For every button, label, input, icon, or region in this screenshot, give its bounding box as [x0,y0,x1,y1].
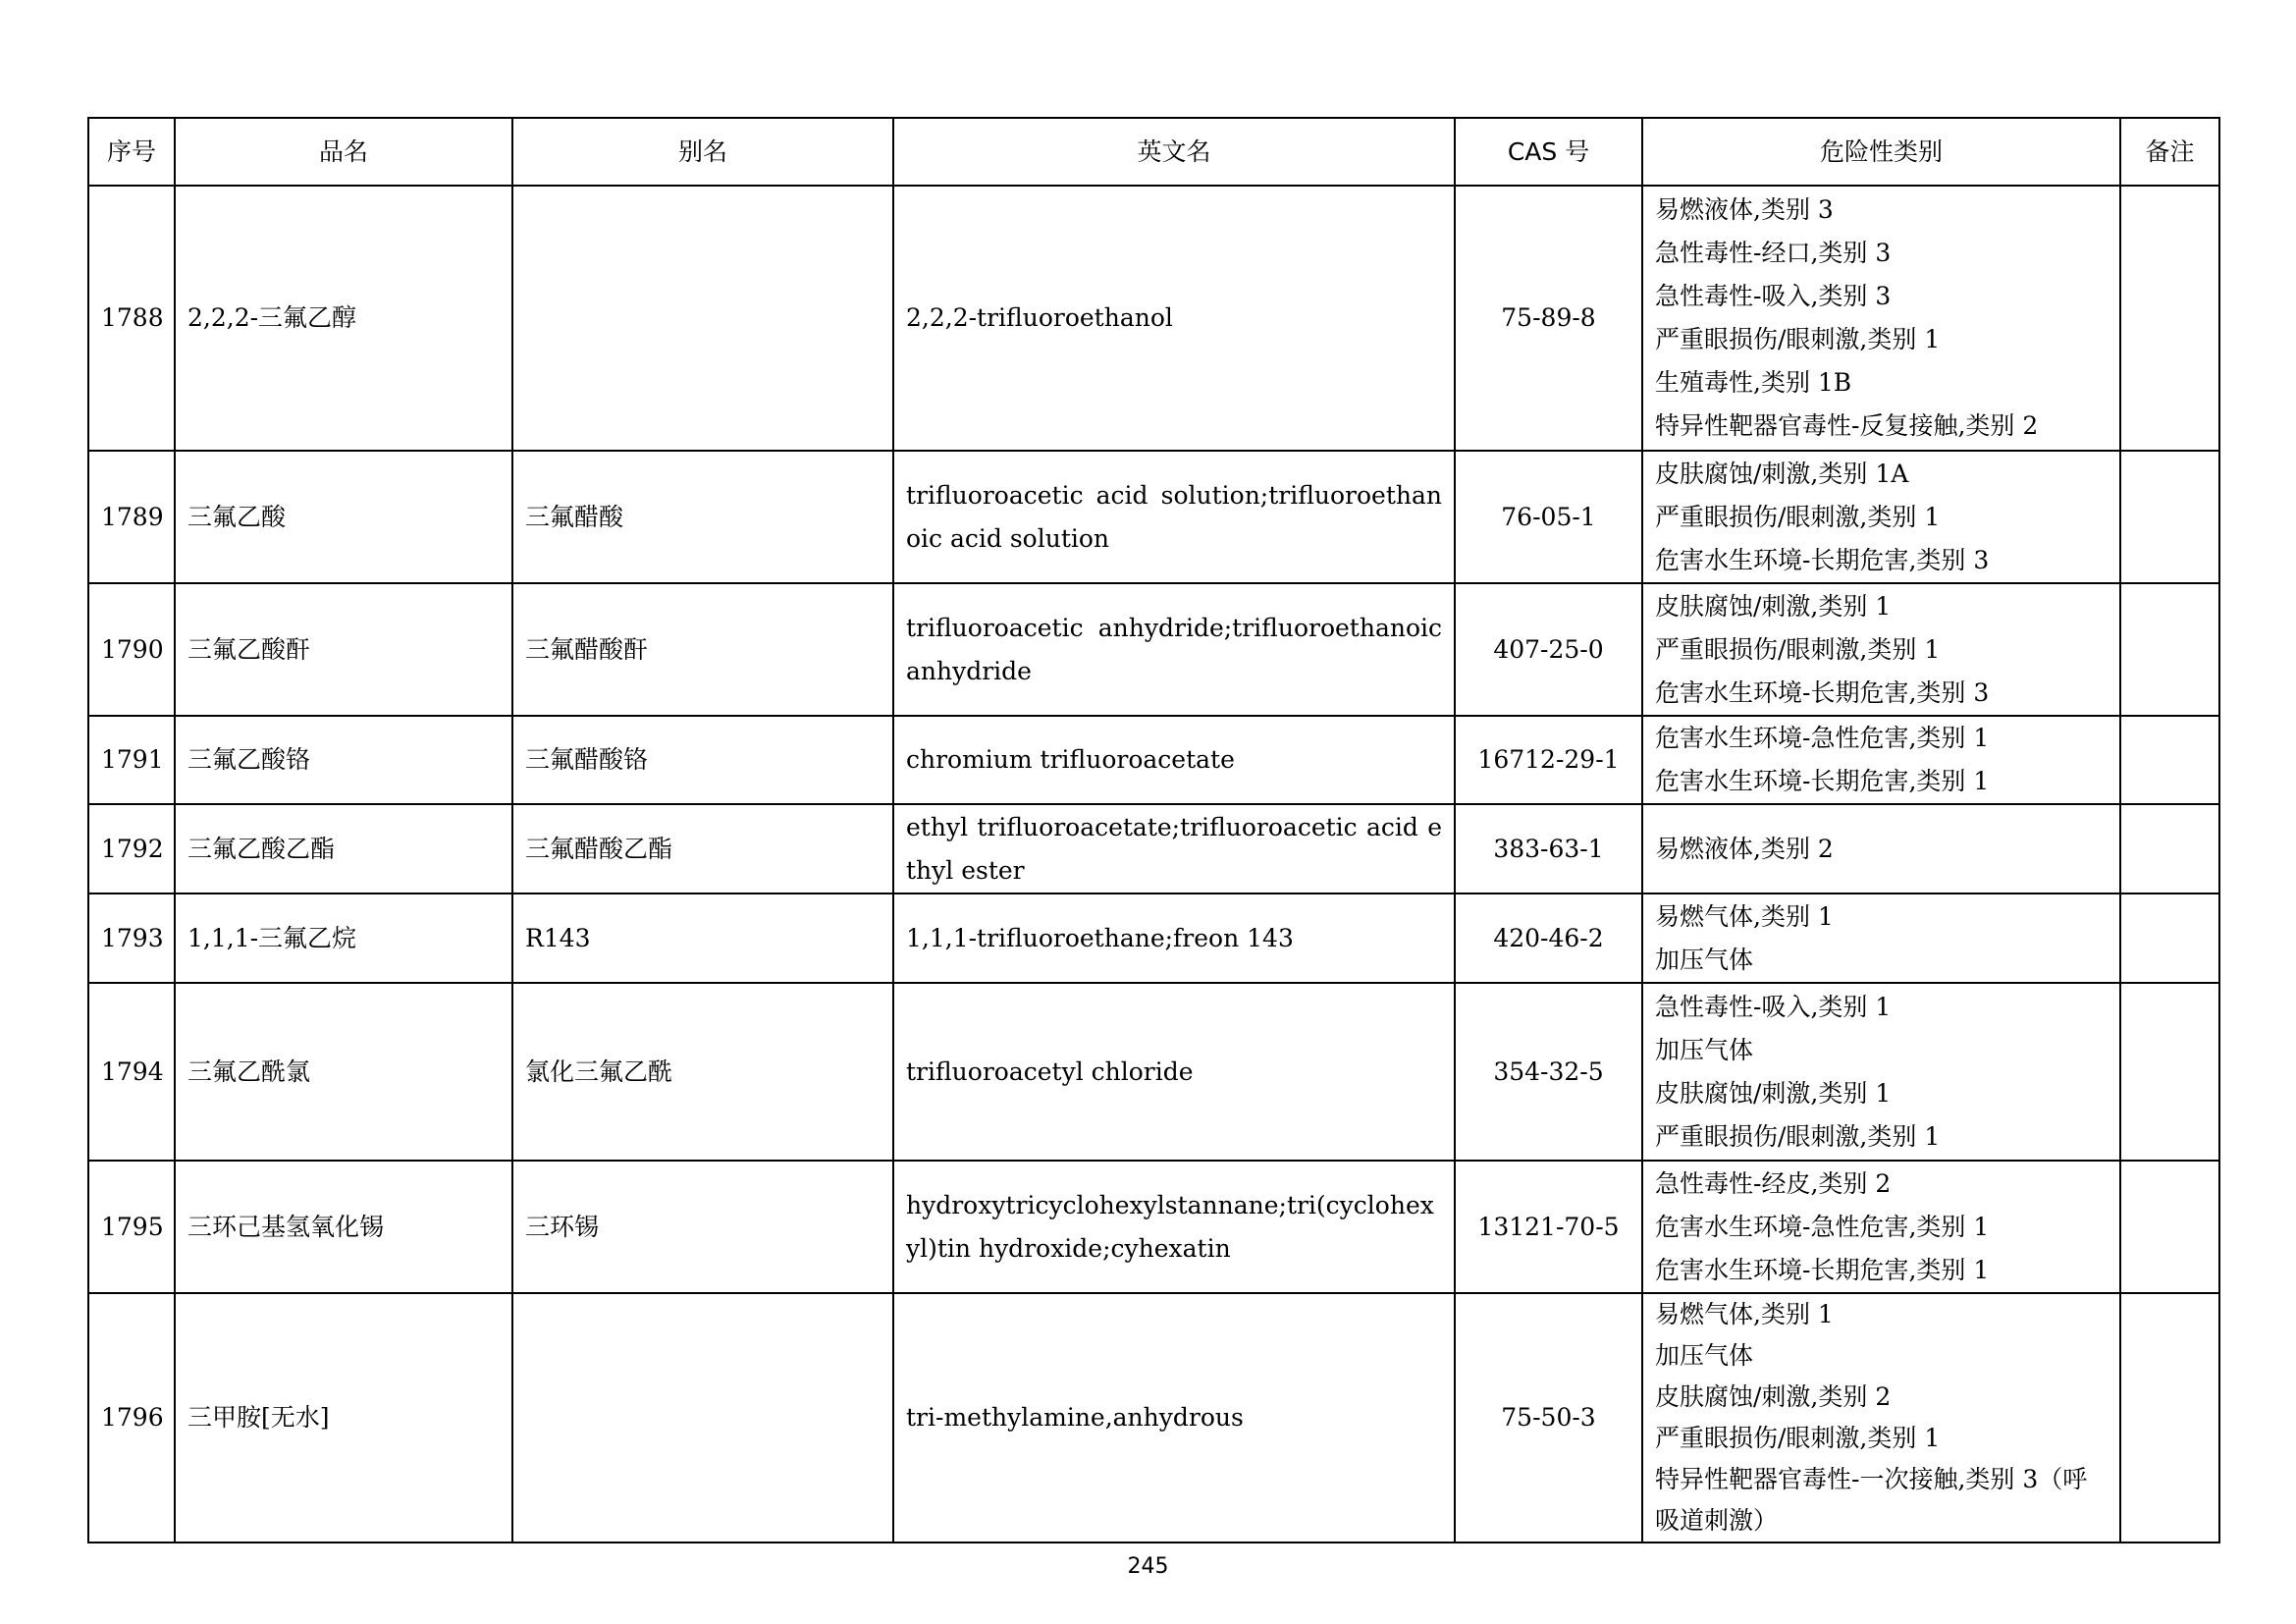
alias-cell: 三氟醋酸乙酯 [512,804,893,893]
serial-number-cell: 1788 [88,186,175,451]
cas-number-cell: 354-32-5 [1455,983,1642,1161]
english-name-cell: trifluoroacetic anhydride;trifluoroethanoic anhydride [893,583,1455,716]
hazard-line: 严重眼损伤/眼刺激,类别 1 [1655,1121,1941,1151]
hazard-line: 易燃气体,类别 1 [1655,901,1834,931]
hazard-line: 加压气体 [1655,1341,1754,1370]
cas-number-cell: 13121-70-5 [1455,1161,1642,1293]
table-row [88,1161,2219,1293]
hazard-line: 急性毒性-吸入,类别 1 [1655,992,1892,1021]
hazard-line: 易燃气体,类别 1 [1655,1300,1834,1328]
alias-cell [512,1293,893,1543]
table-row [88,716,2219,804]
english-name-cell: ethyl trifluoroacetate;trifluoroacetic acid ethyl ester [893,804,1455,893]
remarks-cell [2120,716,2219,804]
product-name-cell: 1,1,1-三氟乙烷 [175,893,512,983]
english-name-cell: chromium trifluoroacetate [893,716,1455,804]
header-product-name: 品名 [175,118,512,186]
hazard-line: 急性毒性-经皮,类别 2 [1655,1168,1892,1198]
table-row [88,893,2219,983]
serial-number-cell: 1792 [88,804,175,893]
serial-number-cell: 1795 [88,1161,175,1293]
header-hazard-category: 危险性类别 [1642,118,2120,186]
hazard-category-cell [1642,186,2120,451]
header-cas-number: CAS 号 [1455,118,1642,186]
cas-number-cell: 383-63-1 [1455,804,1642,893]
header-serial-number: 序号 [88,118,175,186]
english-name-cell: 1,1,1-trifluoroethane;freon 143 [893,893,1455,983]
english-name-cell: trifluoroacetyl chloride [893,983,1455,1161]
hazard-category-cell [1642,716,2120,804]
product-name-cell: 三氟乙酸 [175,451,512,583]
hazard-line: 加压气体 [1655,945,1754,974]
serial-number-cell: 1793 [88,893,175,983]
alias-cell: 三氟醋酸铬 [512,716,893,804]
hazard-line: 危害水生环境-急性危害,类别 1 [1655,1212,1990,1241]
remarks-cell [2120,893,2219,983]
alias-cell: 三氟醋酸 [512,451,893,583]
header-alias: 别名 [512,118,893,186]
chemical-hazard-table [87,117,2220,1543]
hazard-category-cell [1642,583,2120,716]
hazard-line: 急性毒性-经口,类别 3 [1655,239,1892,267]
table-row [88,583,2219,716]
cas-number-cell: 420-46-2 [1455,893,1642,983]
cas-number-cell: 75-50-3 [1455,1293,1642,1543]
product-name-cell: 三甲胺[无水] [175,1293,512,1543]
hazard-line: 加压气体 [1655,1035,1754,1064]
hazard-line: 皮肤腐蚀/刺激,类别 2 [1655,1382,1892,1411]
table-row [88,451,2219,583]
remarks-cell [2120,451,2219,583]
alias-cell: 三环锡 [512,1161,893,1293]
remarks-cell [2120,583,2219,716]
page-number: 245 [1127,1554,1169,1579]
hazard-line: 危害水生环境-长期危害,类别 3 [1655,677,1990,707]
product-name-cell: 三氟乙酸铬 [175,716,512,804]
hazard-line: 皮肤腐蚀/刺激,类别 1 [1655,591,1892,621]
serial-number-cell: 1789 [88,451,175,583]
cas-number-cell: 16712-29-1 [1455,716,1642,804]
hazard-category-cell [1642,1161,2120,1293]
hazard-line: 特异性靶器官毒性-一次接触,类别 3（呼吸道刺激） [1655,1465,2088,1535]
hazard-line: 严重眼损伤/眼刺激,类别 1 [1655,325,1941,353]
remarks-cell [2120,186,2219,451]
header-english-name: 英文名 [893,118,1455,186]
product-name-cell: 三氟乙酰氯 [175,983,512,1161]
hazard-line: 急性毒性-吸入,类别 3 [1655,282,1892,310]
hazard-line: 易燃液体,类别 2 [1655,834,1834,863]
serial-number-cell: 1796 [88,1293,175,1543]
alias-cell [512,186,893,451]
hazard-line: 严重眼损伤/眼刺激,类别 1 [1655,1424,1941,1452]
alias-cell: 氯化三氟乙酰 [512,983,893,1161]
hazard-category-cell [1642,804,2120,893]
table-row [88,1293,2219,1543]
remarks-cell [2120,983,2219,1161]
cas-number-cell: 75-89-8 [1455,186,1642,451]
hazard-line: 危害水生环境-长期危害,类别 1 [1655,1255,1990,1284]
serial-number-cell: 1791 [88,716,175,804]
hazard-category-cell [1642,1293,2120,1543]
hazard-line: 生殖毒性,类别 1B [1655,368,1852,397]
hazard-line: 严重眼损伤/眼刺激,类别 1 [1655,502,1941,531]
hazard-line: 严重眼损伤/眼刺激,类别 1 [1655,634,1941,664]
table-row [88,186,2219,451]
serial-number-cell: 1794 [88,983,175,1161]
hazard-line: 危害水生环境-急性危害,类别 1 [1655,724,1990,752]
alias-cell: 三氟醋酸酐 [512,583,893,716]
product-name-cell: 三氟乙酸乙酯 [175,804,512,893]
cas-number-cell: 76-05-1 [1455,451,1642,583]
english-name-cell: 2,2,2-trifluoroethanol [893,186,1455,451]
remarks-cell [2120,1293,2219,1543]
hazard-category-cell [1642,893,2120,983]
english-name-cell: trifluoroacetic acid solution;trifluoroethanoic acid solution [893,451,1455,583]
hazard-line: 易燃液体,类别 3 [1655,195,1834,224]
hazard-category-cell [1642,451,2120,583]
remarks-cell [2120,1161,2219,1293]
hazard-line: 特异性靶器官毒性-反复接触,类别 2 [1655,411,2039,440]
english-name-cell: hydroxytricyclohexylstannane;tri(cyclohexyl)tin hydroxide;cyhexatin [893,1161,1455,1293]
hazard-category-cell [1642,983,2120,1161]
serial-number-cell: 1790 [88,583,175,716]
hazard-line: 危害水生环境-长期危害,类别 1 [1655,767,1990,795]
product-name-cell: 2,2,2-三氟乙醇 [175,186,512,451]
hazard-line: 皮肤腐蚀/刺激,类别 1 [1655,1078,1892,1108]
hazard-line: 皮肤腐蚀/刺激,类别 1A [1655,459,1909,488]
table-row [88,983,2219,1161]
remarks-cell [2120,804,2219,893]
header-remarks: 备注 [2120,118,2219,186]
alias-cell: R143 [512,893,893,983]
english-name-cell: tri-methylamine,anhydrous [893,1293,1455,1543]
product-name-cell: 三环己基氢氧化锡 [175,1161,512,1293]
hazard-line: 危害水生环境-长期危害,类别 3 [1655,545,1990,574]
table-header-row [88,118,2219,186]
cas-number-cell: 407-25-0 [1455,583,1642,716]
table-row [88,804,2219,893]
product-name-cell: 三氟乙酸酐 [175,583,512,716]
